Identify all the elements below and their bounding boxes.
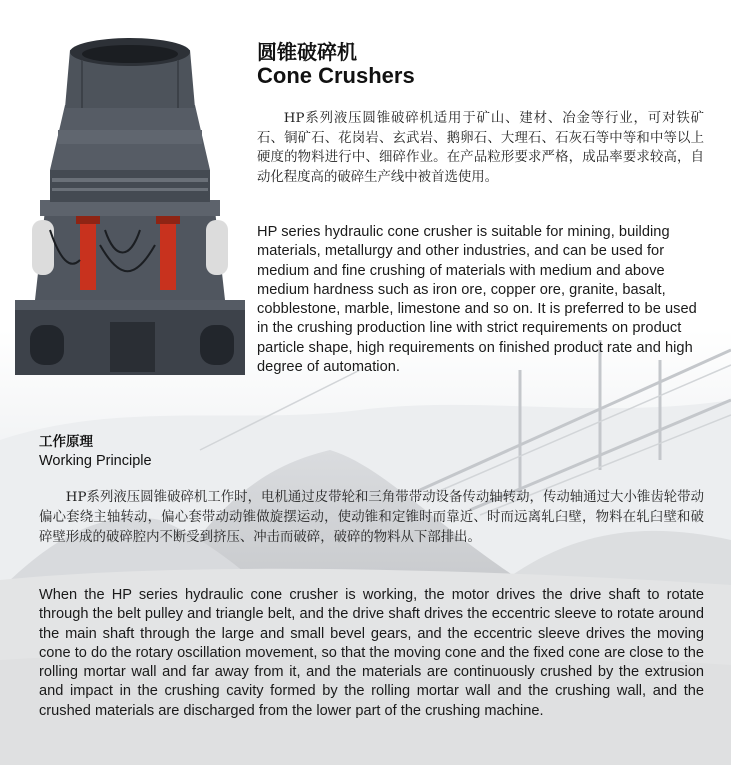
working-principle-heading-en: Working Principle (39, 453, 152, 469)
page-title-cn: 圆锥破碎机 (257, 40, 357, 64)
working-principle-paragraph-en: When the HP series hydraulic cone crusher is working, the motor drives the drive shaft to rotate through the belt pulley and triangle belt, and the drive shaft drives the eccentric sleeve to rotate around the main shaft through the large and small bevel gears, and the eccentric sleeve drives the moving cone to do the rotary oscillation movement, so that the moving cone and the fixed cone are close to the rolling mortar wall and far away from it, and the materials are continuously crushed by the extrusion and impact in the crushing cavity formed by the rolling mortar wall and the crushing wall, and the crushed materials are discharged from the lower part of the crushing machine. (39, 587, 704, 719)
intro-paragraph-en: HP series hydraulic cone crusher is suitable for mining, building materials, metallurgy and other industries, and can be used for medium and fine crushing of materials with medium and above medium hardness such as iron ore, copper ore, granite, basalt, cobblestone, marble, limestone and so on. It is preferred to be used in the crushing production line with strict requirements on product particle shape, high requirements on finished product rate and high degree of automation. (257, 224, 697, 376)
working-principle-paragraph-cn: HP系列液压圆锥破碎机工作时，电机通过皮带轮和三角带带动设备传动轴转动，传动轴通过大小锥齿轮带动偏心套绕主轴转动，偏心套带动动锥做旋摆运动，使动锥和定锥时而靠近、时而远离轧臼壁，物料在轧臼壁和破碎壁形成的破碎腔内不断受到挤压、冲击而破碎，破碎的物料从下部排出。 (39, 490, 704, 545)
page-title-en: Cone Crushers (257, 63, 415, 88)
cone-crusher-image (10, 30, 250, 380)
working-principle-heading-cn: 工作原理 (39, 434, 93, 450)
intro-paragraph-cn: HP系列液压圆锥破碎机适用于矿山、建材、冶金等行业，可对铁矿石、铜矿石、花岗岩、玄武岩、鹅卵石、大理石、石灰石等中等和中等以上硬度的物料进行中、细碎作业。在产品粒形要求严格，成品率要求较高，自动化程度高的破碎生产线中被首选使用。 (257, 111, 704, 185)
